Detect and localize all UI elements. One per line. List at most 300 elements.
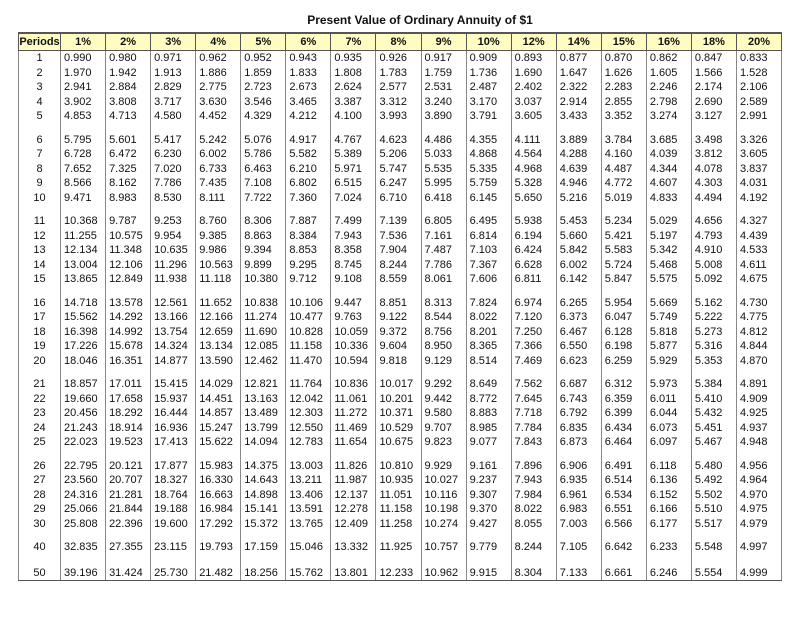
period-cell: 13: [19, 243, 61, 258]
value-cell: 12.106: [106, 258, 151, 273]
period-cell: 4: [19, 95, 61, 110]
spacer-cell: [736, 450, 781, 459]
value-cell: 5.601: [106, 133, 151, 148]
value-cell: 9.292: [421, 377, 466, 392]
spacer-cell: [241, 450, 286, 459]
value-cell: 9.394: [241, 243, 286, 258]
value-cell: 7.105: [556, 540, 601, 555]
value-cell: 9.129: [421, 354, 466, 369]
value-cell: 14.643: [241, 473, 286, 488]
group-spacer: [19, 205, 782, 214]
spacer-cell: [286, 287, 331, 296]
value-cell: 3.889: [556, 133, 601, 148]
value-cell: 14.898: [241, 488, 286, 503]
spacer-cell: [196, 205, 241, 214]
spacer-cell: [286, 450, 331, 459]
value-cell: 5.480: [691, 459, 736, 474]
value-cell: 0.833: [736, 51, 781, 66]
value-cell: 4.494: [691, 191, 736, 206]
value-cell: 25.808: [61, 517, 106, 532]
value-cell: 6.142: [556, 272, 601, 287]
table-row: [19, 406, 782, 421]
value-cell: 4.031: [736, 176, 781, 191]
spacer-cell: [511, 124, 556, 133]
value-cell: 16.444: [151, 406, 196, 421]
value-cell: 5.076: [241, 133, 286, 148]
spacer-cell: [691, 555, 736, 566]
value-cell: 17.011: [106, 377, 151, 392]
value-cell: 5.795: [61, 133, 106, 148]
spacer-cell: [151, 555, 196, 566]
table-row: [19, 258, 782, 273]
value-cell: 10.757: [421, 540, 466, 555]
value-cell: 8.760: [196, 214, 241, 229]
value-cell: 0.870: [601, 51, 646, 66]
spacer-cell: [19, 450, 61, 459]
value-cell: 2.775: [196, 80, 241, 95]
value-cell: 5.548: [691, 540, 736, 555]
value-cell: 6.983: [556, 502, 601, 517]
value-cell: 13.211: [286, 473, 331, 488]
spacer-cell: [736, 287, 781, 296]
value-cell: 13.590: [196, 354, 241, 369]
value-cell: 6.424: [511, 243, 556, 258]
spacer-cell: [376, 368, 421, 377]
value-cell: 4.111: [511, 133, 556, 148]
value-cell: 10.017: [376, 377, 421, 392]
value-cell: 22.023: [61, 435, 106, 450]
header-rate: 16%: [646, 34, 691, 51]
value-cell: 7.325: [106, 162, 151, 177]
value-cell: 7.652: [61, 162, 106, 177]
value-cell: 16.936: [151, 421, 196, 436]
group-spacer: [19, 368, 782, 377]
value-cell: 0.909: [466, 51, 511, 66]
value-cell: 10.810: [376, 459, 421, 474]
value-cell: 6.792: [556, 406, 601, 421]
spacer-cell: [601, 450, 646, 459]
value-cell: 9.237: [466, 473, 511, 488]
spacer-cell: [691, 531, 736, 540]
spacer-cell: [511, 368, 556, 377]
value-cell: 5.650: [511, 191, 556, 206]
value-cell: 5.971: [331, 162, 376, 177]
value-cell: 19.660: [61, 392, 106, 407]
value-cell: 6.097: [646, 435, 691, 450]
value-cell: 2.487: [466, 80, 511, 95]
value-cell: 9.929: [421, 459, 466, 474]
value-cell: 8.022: [511, 502, 556, 517]
period-cell: 29: [19, 502, 61, 517]
value-cell: 0.935: [331, 51, 376, 66]
value-cell: 3.170: [466, 95, 511, 110]
value-cell: 10.675: [376, 435, 421, 450]
value-cell: 7.020: [151, 162, 196, 177]
period-cell: 27: [19, 473, 61, 488]
value-cell: 8.514: [466, 354, 511, 369]
value-cell: 5.389: [331, 147, 376, 162]
spacer-cell: [466, 368, 511, 377]
spacer-cell: [466, 450, 511, 459]
value-cell: 7.499: [331, 214, 376, 229]
value-cell: 3.274: [646, 109, 691, 124]
value-cell: 8.772: [466, 392, 511, 407]
value-cell: 6.835: [556, 421, 601, 436]
value-cell: 4.078: [691, 162, 736, 177]
value-cell: 13.591: [286, 502, 331, 517]
value-cell: 6.805: [421, 214, 466, 229]
value-cell: 5.335: [466, 162, 511, 177]
spacer-cell: [331, 531, 376, 540]
value-cell: 4.487: [601, 162, 646, 177]
value-cell: 6.515: [331, 176, 376, 191]
value-cell: 9.447: [331, 296, 376, 311]
spacer-cell: [241, 287, 286, 296]
value-cell: 7.984: [511, 488, 556, 503]
value-cell: 2.991: [736, 109, 781, 124]
value-cell: 6.145: [466, 191, 511, 206]
spacer-cell: [286, 124, 331, 133]
value-cell: 10.116: [421, 488, 466, 503]
value-cell: 10.198: [421, 502, 466, 517]
value-cell: 6.974: [511, 296, 556, 311]
value-cell: 5.669: [646, 296, 691, 311]
value-cell: 3.902: [61, 95, 106, 110]
value-cell: 3.791: [466, 109, 511, 124]
value-cell: 14.451: [196, 392, 241, 407]
value-cell: 3.605: [511, 109, 556, 124]
spacer-cell: [556, 368, 601, 377]
value-cell: 11.987: [331, 473, 376, 488]
value-cell: 6.128: [601, 325, 646, 340]
value-cell: 20.707: [106, 473, 151, 488]
value-cell: 19.600: [151, 517, 196, 532]
value-cell: 5.954: [601, 296, 646, 311]
spacer-cell: [19, 531, 61, 540]
value-cell: 9.707: [421, 421, 466, 436]
value-cell: 7.108: [241, 176, 286, 191]
value-cell: 4.910: [691, 243, 736, 258]
value-cell: 7.250: [511, 325, 556, 340]
value-cell: 7.943: [331, 229, 376, 244]
value-cell: 4.580: [151, 109, 196, 124]
spacer-cell: [511, 450, 556, 459]
value-cell: 6.814: [466, 229, 511, 244]
value-cell: 15.937: [151, 392, 196, 407]
spacer-cell: [421, 531, 466, 540]
value-cell: 6.418: [421, 191, 466, 206]
value-cell: 7.487: [421, 243, 466, 258]
spacer-cell: [196, 450, 241, 459]
value-cell: 5.029: [646, 214, 691, 229]
spacer-cell: [196, 555, 241, 566]
spacer-cell: [241, 531, 286, 540]
value-cell: 11.272: [331, 406, 376, 421]
value-cell: 5.847: [601, 272, 646, 287]
value-cell: 3.717: [151, 95, 196, 110]
period-cell: 2: [19, 66, 61, 81]
value-cell: 6.628: [511, 258, 556, 273]
value-cell: 0.952: [241, 51, 286, 66]
value-cell: 4.611: [736, 258, 781, 273]
value-cell: 5.242: [196, 133, 241, 148]
value-cell: 6.491: [601, 459, 646, 474]
value-cell: 7.536: [376, 229, 421, 244]
value-cell: 18.046: [61, 354, 106, 369]
spacer-cell: [601, 555, 646, 566]
spacer-cell: [736, 124, 781, 133]
value-cell: 9.385: [196, 229, 241, 244]
value-cell: 21.281: [106, 488, 151, 503]
value-cell: 18.256: [241, 566, 286, 581]
value-cell: 19.523: [106, 435, 151, 450]
value-cell: 9.915: [466, 566, 511, 581]
value-cell: 9.899: [241, 258, 286, 273]
value-cell: 15.678: [106, 339, 151, 354]
spacer-cell: [601, 124, 646, 133]
value-cell: 9.779: [466, 540, 511, 555]
spacer-cell: [19, 124, 61, 133]
value-cell: 4.970: [736, 488, 781, 503]
spacer-cell: [556, 287, 601, 296]
value-cell: 5.492: [691, 473, 736, 488]
value-cell: 16.351: [106, 354, 151, 369]
value-cell: 1.942: [106, 66, 151, 81]
value-cell: 8.983: [106, 191, 151, 206]
value-cell: 4.656: [691, 214, 736, 229]
spacer-cell: [466, 124, 511, 133]
value-cell: 12.550: [286, 421, 331, 436]
value-cell: 7.103: [466, 243, 511, 258]
value-cell: 14.992: [106, 325, 151, 340]
value-cell: 6.047: [601, 310, 646, 325]
spacer-cell: [691, 368, 736, 377]
value-cell: 8.745: [331, 258, 376, 273]
value-cell: 12.462: [241, 354, 286, 369]
value-cell: 27.355: [106, 540, 151, 555]
spacer-cell: [106, 531, 151, 540]
value-cell: 4.844: [736, 339, 781, 354]
value-cell: 5.724: [601, 258, 646, 273]
value-cell: 3.630: [196, 95, 241, 110]
value-cell: 9.712: [286, 272, 331, 287]
value-cell: 8.244: [376, 258, 421, 273]
value-cell: 3.890: [421, 109, 466, 124]
value-cell: 13.134: [196, 339, 241, 354]
value-cell: 14.324: [151, 339, 196, 354]
spacer-cell: [106, 450, 151, 459]
header-row: [19, 34, 782, 51]
value-cell: 4.956: [736, 459, 781, 474]
value-cell: 13.163: [241, 392, 286, 407]
value-cell: 10.380: [241, 272, 286, 287]
spacer-cell: [106, 555, 151, 566]
value-cell: 5.410: [691, 392, 736, 407]
period-cell: 12: [19, 229, 61, 244]
table-row: [19, 392, 782, 407]
value-cell: 2.402: [511, 80, 556, 95]
value-cell: 4.329: [241, 109, 286, 124]
value-cell: 24.316: [61, 488, 106, 503]
value-cell: 0.917: [421, 51, 466, 66]
value-cell: 2.941: [61, 80, 106, 95]
value-cell: 2.531: [421, 80, 466, 95]
period-cell: 7: [19, 147, 61, 162]
value-cell: 7.784: [511, 421, 556, 436]
value-cell: 4.767: [331, 133, 376, 148]
value-cell: 5.353: [691, 354, 736, 369]
spacer-cell: [466, 287, 511, 296]
spacer-cell: [511, 531, 556, 540]
value-cell: 4.675: [736, 272, 781, 287]
value-cell: 10.935: [376, 473, 421, 488]
spacer-cell: [511, 287, 556, 296]
value-cell: 1.690: [511, 66, 556, 81]
value-cell: 23.115: [151, 540, 196, 555]
value-cell: 13.765: [286, 517, 331, 532]
group-spacer: [19, 531, 782, 540]
value-cell: 11.258: [376, 517, 421, 532]
value-cell: 4.303: [691, 176, 736, 191]
header-rate: 20%: [736, 34, 781, 51]
value-cell: 14.094: [241, 435, 286, 450]
value-cell: 5.162: [691, 296, 736, 311]
spacer-cell: [151, 531, 196, 540]
spacer-cell: [421, 287, 466, 296]
value-cell: 9.580: [421, 406, 466, 421]
value-cell: 11.925: [376, 540, 421, 555]
value-cell: 4.948: [736, 435, 781, 450]
header-rate: 9%: [421, 34, 466, 51]
value-cell: 5.995: [421, 176, 466, 191]
value-cell: 8.306: [241, 214, 286, 229]
value-cell: 4.775: [736, 310, 781, 325]
value-cell: 11.255: [61, 229, 106, 244]
table-row: [19, 502, 782, 517]
spacer-cell: [556, 124, 601, 133]
spacer-cell: [646, 368, 691, 377]
value-cell: 6.551: [601, 502, 646, 517]
value-cell: 13.865: [61, 272, 106, 287]
value-cell: 8.544: [421, 310, 466, 325]
spacer-cell: [241, 205, 286, 214]
value-cell: 9.253: [151, 214, 196, 229]
spacer-cell: [646, 205, 691, 214]
value-cell: 6.011: [646, 392, 691, 407]
value-cell: 8.566: [61, 176, 106, 191]
table-row: [19, 377, 782, 392]
value-cell: 4.870: [736, 354, 781, 369]
value-cell: 4.039: [646, 147, 691, 162]
table-row: [19, 296, 782, 311]
value-cell: 5.747: [376, 162, 421, 177]
value-cell: 20.121: [106, 459, 151, 474]
header-rate: 7%: [331, 34, 376, 51]
value-cell: 9.161: [466, 459, 511, 474]
value-cell: 15.046: [286, 540, 331, 555]
value-cell: 0.847: [691, 51, 736, 66]
value-cell: 3.037: [511, 95, 556, 110]
value-cell: 13.003: [286, 459, 331, 474]
period-cell: 11: [19, 214, 61, 229]
value-cell: 6.728: [61, 147, 106, 162]
value-cell: 5.216: [556, 191, 601, 206]
value-cell: 6.733: [196, 162, 241, 177]
value-cell: 6.472: [106, 147, 151, 162]
period-cell: 10: [19, 191, 61, 206]
value-cell: 6.661: [601, 566, 646, 581]
value-cell: 11.158: [286, 339, 331, 354]
value-cell: 13.489: [241, 406, 286, 421]
group-spacer: [19, 287, 782, 296]
value-cell: 8.304: [511, 566, 556, 581]
value-cell: 17.159: [241, 540, 286, 555]
value-cell: 2.829: [151, 80, 196, 95]
spacer-cell: [331, 124, 376, 133]
spacer-cell: [466, 555, 511, 566]
spacer-cell: [61, 555, 106, 566]
value-cell: 10.563: [196, 258, 241, 273]
value-cell: 1.626: [601, 66, 646, 81]
value-cell: 6.906: [556, 459, 601, 474]
value-cell: 10.635: [151, 243, 196, 258]
value-cell: 5.342: [646, 243, 691, 258]
value-cell: 11.469: [331, 421, 376, 436]
spacer-cell: [196, 368, 241, 377]
value-cell: 5.749: [646, 310, 691, 325]
value-cell: 7.887: [286, 214, 331, 229]
value-cell: 4.486: [421, 133, 466, 148]
value-cell: 6.230: [151, 147, 196, 162]
value-cell: 15.372: [241, 517, 286, 532]
value-cell: 1.783: [376, 66, 421, 81]
value-cell: 2.884: [106, 80, 151, 95]
value-cell: 23.560: [61, 473, 106, 488]
value-cell: 5.818: [646, 325, 691, 340]
spacer-cell: [106, 368, 151, 377]
value-cell: 7.435: [196, 176, 241, 191]
value-cell: 16.984: [196, 502, 241, 517]
spacer-cell: [286, 531, 331, 540]
value-cell: 5.033: [421, 147, 466, 162]
period-cell: 28: [19, 488, 61, 503]
spacer-cell: [556, 531, 601, 540]
value-cell: 8.384: [286, 229, 331, 244]
value-cell: 4.713: [106, 109, 151, 124]
value-cell: 2.106: [736, 80, 781, 95]
header-rate: 3%: [151, 34, 196, 51]
value-cell: 11.690: [241, 325, 286, 340]
value-cell: 13.166: [151, 310, 196, 325]
value-cell: 5.316: [691, 339, 736, 354]
value-cell: 19.188: [151, 502, 196, 517]
value-cell: 6.550: [556, 339, 601, 354]
value-cell: 14.029: [196, 377, 241, 392]
value-cell: 7.843: [511, 435, 556, 450]
value-cell: 1.970: [61, 66, 106, 81]
period-cell: 40: [19, 540, 61, 555]
period-cell: 8: [19, 162, 61, 177]
value-cell: 5.384: [691, 377, 736, 392]
table-row: [19, 162, 782, 177]
value-cell: 5.938: [511, 214, 556, 229]
value-cell: 6.495: [466, 214, 511, 229]
value-cell: 25.730: [151, 566, 196, 581]
value-cell: 10.368: [61, 214, 106, 229]
value-cell: 3.993: [376, 109, 421, 124]
period-cell: 23: [19, 406, 61, 421]
value-cell: 6.002: [556, 258, 601, 273]
